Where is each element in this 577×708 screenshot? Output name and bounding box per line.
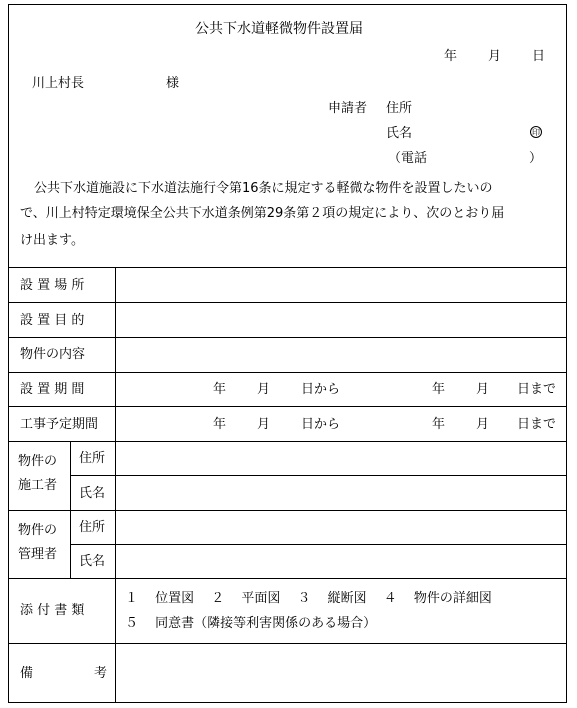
addressee-honorific: 様 <box>166 76 180 91</box>
row-divider <box>8 441 567 442</box>
construction-end-year: 年 <box>432 417 446 432</box>
row-label-builder: 物件の施工者 <box>18 454 58 493</box>
row-label-construction-period: 工事予定期間 <box>20 417 99 432</box>
date-year: 年 <box>444 49 458 64</box>
sub-row-divider <box>70 475 567 476</box>
construction-start-month: 月 <box>257 417 271 432</box>
date-month: 月 <box>488 49 502 64</box>
period-start-month: 月 <box>257 382 271 397</box>
label-column-divider <box>115 267 116 703</box>
row-divider <box>8 302 567 303</box>
row-label-period: 設 置 期 間 <box>20 382 85 397</box>
addressee-name: 川上村長 <box>32 76 85 91</box>
period-end-month: 月 <box>476 382 490 397</box>
manager-name-label: 氏名 <box>79 554 106 569</box>
row-label-attachments: 添 付 書 類 <box>20 603 85 618</box>
period-start-year: 年 <box>213 382 227 397</box>
seal-mark: 印 <box>532 128 540 137</box>
row-divider <box>8 643 567 644</box>
builder-name-label: 氏名 <box>79 486 106 501</box>
row-label-content: 物件の内容 <box>20 347 86 362</box>
row-label-manager: 物件の管理者 <box>18 523 58 562</box>
applicant-name-label: 氏名 <box>386 126 413 141</box>
row-divider <box>8 578 567 579</box>
construction-start-day-from: 日から <box>301 417 341 432</box>
body-text-line-3: け出ます。 <box>20 233 84 248</box>
row-label-remarks-1: 備 <box>20 666 34 681</box>
sub-row-divider <box>70 544 567 545</box>
manager-address-label: 住所 <box>79 520 106 535</box>
row-divider <box>8 337 567 338</box>
builder-address-label: 住所 <box>79 451 106 466</box>
phone-open: （電話 <box>388 151 428 166</box>
row-divider <box>8 372 567 373</box>
attachments-line-1: １ 位置図 ２ 平面図 ３ 縦断図 ４ 物件の詳細図 <box>125 591 492 606</box>
period-end-day-until: 日まで <box>517 382 557 397</box>
phone-close: ） <box>529 151 543 166</box>
row-label-remarks-2: 考 <box>94 666 108 681</box>
table-top-border <box>8 267 567 268</box>
row-label-location: 設 置 場 所 <box>20 278 85 293</box>
period-start-day-from: 日から <box>301 382 341 397</box>
period-end-year: 年 <box>432 382 446 397</box>
row-divider <box>8 406 567 407</box>
applicant-address-label: 住所 <box>386 101 413 116</box>
form-title: 公共下水道軽微物件設置届 <box>195 21 363 37</box>
row-divider <box>8 510 567 511</box>
construction-start-year: 年 <box>213 417 227 432</box>
construction-end-month: 月 <box>476 417 490 432</box>
group-column-divider <box>70 441 71 578</box>
row-label-purpose: 設 置 目 的 <box>20 313 85 328</box>
construction-end-day-until: 日まで <box>517 417 557 432</box>
body-text-line-1: 公共下水道施設に下水道法施行令第16条に規定する軽微な物件を設置したいの <box>34 181 493 196</box>
date-day: 日 <box>532 49 546 64</box>
attachments-line-2: ５ 同意書（隣接等利害関係のある場合） <box>125 616 377 631</box>
applicant-label: 申請者 <box>328 101 368 116</box>
body-text-line-2: で、川上村特定環境保全公共下水道条例第29条第２項の規定により、次のとおり届 <box>20 206 505 221</box>
